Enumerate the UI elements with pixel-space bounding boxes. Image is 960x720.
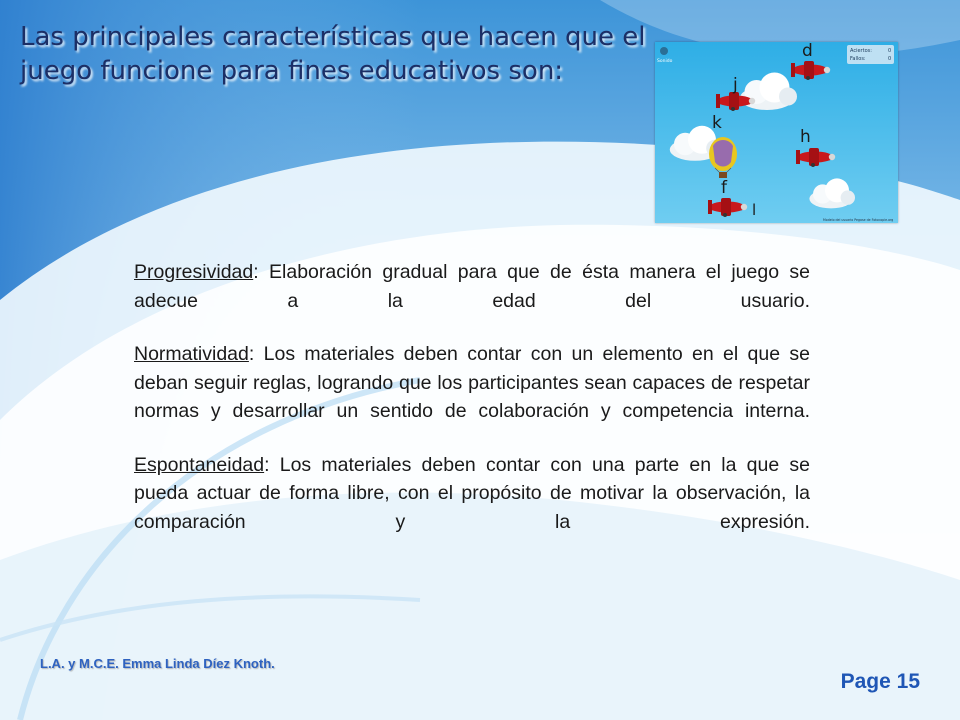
hits-value: 0 <box>888 48 892 54</box>
letter-j: j <box>733 75 738 95</box>
slide-title: Las principales características que hacen que el juego funcione para fines educativos son: <box>20 22 646 86</box>
letter-f: f <box>721 178 727 198</box>
sound-label: Sonido <box>657 59 673 64</box>
characteristic-progresividad <box>134 258 810 315</box>
description-normatividad: : Los materiales deben contar con un elemento en el que se deban seguir reglas, logrando que los participantes sean capaces de respetar normas y desarrollar un sentido de colaboración y competencia interna. <box>134 343 810 422</box>
game-scene <box>655 42 898 223</box>
misses-value: 0 <box>888 56 892 62</box>
term-espontaneidad: Espontaneidad <box>134 453 265 476</box>
description-progresividad: : Elaboración gradual para que de ésta manera el juego se adecue a la edad del usuario. <box>134 261 810 312</box>
term-normatividad: Normatividad <box>134 343 249 365</box>
misses-label: Fallos: <box>850 56 866 62</box>
game-screenshot <box>655 42 898 223</box>
author-credit: L.A. y M.C.E. Emma Linda Díez Knoth. <box>40 656 275 671</box>
description-espontaneidad: : Los materiales deben contar con una parte en la que se pueda actuar de forma libre, con el propósito de motivar la observación, la comparación y la expresión. <box>134 453 810 533</box>
term-progresividad: Progresividad <box>134 261 254 283</box>
page-number: Page 15 <box>840 670 920 693</box>
characteristic-espontaneidad <box>134 451 810 537</box>
letter-k: k <box>712 113 722 133</box>
letter-d: d <box>802 42 813 61</box>
letter-l: l <box>752 201 757 219</box>
letter-h: h <box>800 127 811 147</box>
characteristic-normatividad <box>134 340 810 426</box>
hits-label: Aciertos: <box>850 48 872 54</box>
game-footer-credit: Modelo del usuario Pegase de Fotocopie.org <box>823 218 894 222</box>
characteristics-list <box>134 258 810 561</box>
